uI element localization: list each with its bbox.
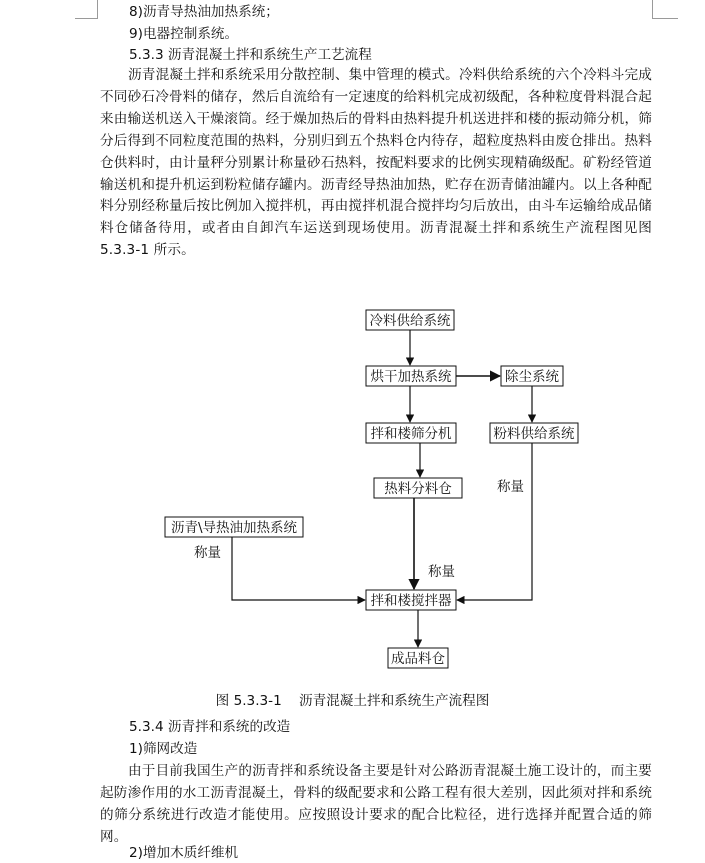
list-item-8: 8)沥青导热油加热系统；: [129, 4, 279, 20]
label-mixer: 拌和楼搅拌器: [370, 593, 452, 609]
label-weigh-hot: 称量: [428, 564, 455, 580]
label-hot-bin: 热料分料仓: [384, 481, 452, 497]
label-powder: 粉料供给系统: [493, 426, 575, 442]
label-dryer: 烘干加热系统: [370, 369, 452, 385]
arrow-asphalt-to-mixer: [232, 537, 365, 600]
label-weigh-asphalt: 称量: [194, 545, 221, 561]
label-weigh-powder: 称量: [497, 479, 524, 495]
list-item-9: 9)电器控制系统。: [129, 26, 239, 42]
paragraph-retrofit: [100, 761, 652, 849]
label-asphalt: 沥青\导热油加热系统: [170, 520, 298, 536]
section-heading-5-3-4: 5.3.4 沥青拌和系统的改造: [129, 719, 291, 735]
subheading-wood-fiber: 2)增加木质纤维机: [129, 845, 239, 861]
paragraph-retrofit-text: 由于目前我国生产的沥青拌和系统设备主要是针对公路沥青混凝土施工设计的，而主要起防渗作用的水工沥青混凝土，骨料的级配要求和公路工程有很大差别，因此须对拌和系统的筛分系统进行改造才能使用。应按照设计要求的配合比粒径，进行选择并配置合适的筛网。: [100, 763, 652, 845]
subheading-screen-mesh: 1)筛网改造: [129, 741, 198, 757]
label-screen: 拌和楼筛分机: [370, 426, 452, 442]
paragraph-process-flow-text: 沥青混凝土拌和系统采用分散控制、集中管理的模式。冷料供给系统的六个冷料斗完成不同砂石冷骨料的储存，然后自流给有一定速度的给料机完成初级配，各种粒度骨料混合起来由输送机送入干燥滚筒。经于燥加热后的骨料由热料提升机送进拌和楼的振动筛分机，筛分后得到不同粒度范围的热料，分别归到五个热料仓内待存，超粒度热料由废仓排出。热料仓供料时，由计量秤分别累计称量砂石热料，按配料要求的比例实现精确级配。矿粉经管道输送机和提升机运到粉粒储存罐内。沥青经导热油加热，贮存在沥青储油罐内。以上各种配料分别经称量后按比例加入搅拌机，再由搅拌机混合搅拌均匀后放出，由斗车运输给成品储料仓储备待用，或者由自卸汽车运送到现场使用。沥青混凝土拌和系统生产流程图见图 5.3.3-1 所示。: [100, 67, 652, 259]
arrow-powder-to-mixer: [457, 443, 532, 600]
label-cold-feed: 冷料供给系统: [369, 313, 451, 329]
figure-caption: 图 5.3.3-1 沥青混凝土拌和系统生产流程图: [215, 693, 490, 709]
label-dust: 除尘系统: [505, 369, 559, 385]
section-heading-5-3-3: 5.3.3 沥青混凝土拌和系统生产工艺流程: [129, 47, 372, 63]
label-product: 成品料仓: [391, 651, 445, 667]
